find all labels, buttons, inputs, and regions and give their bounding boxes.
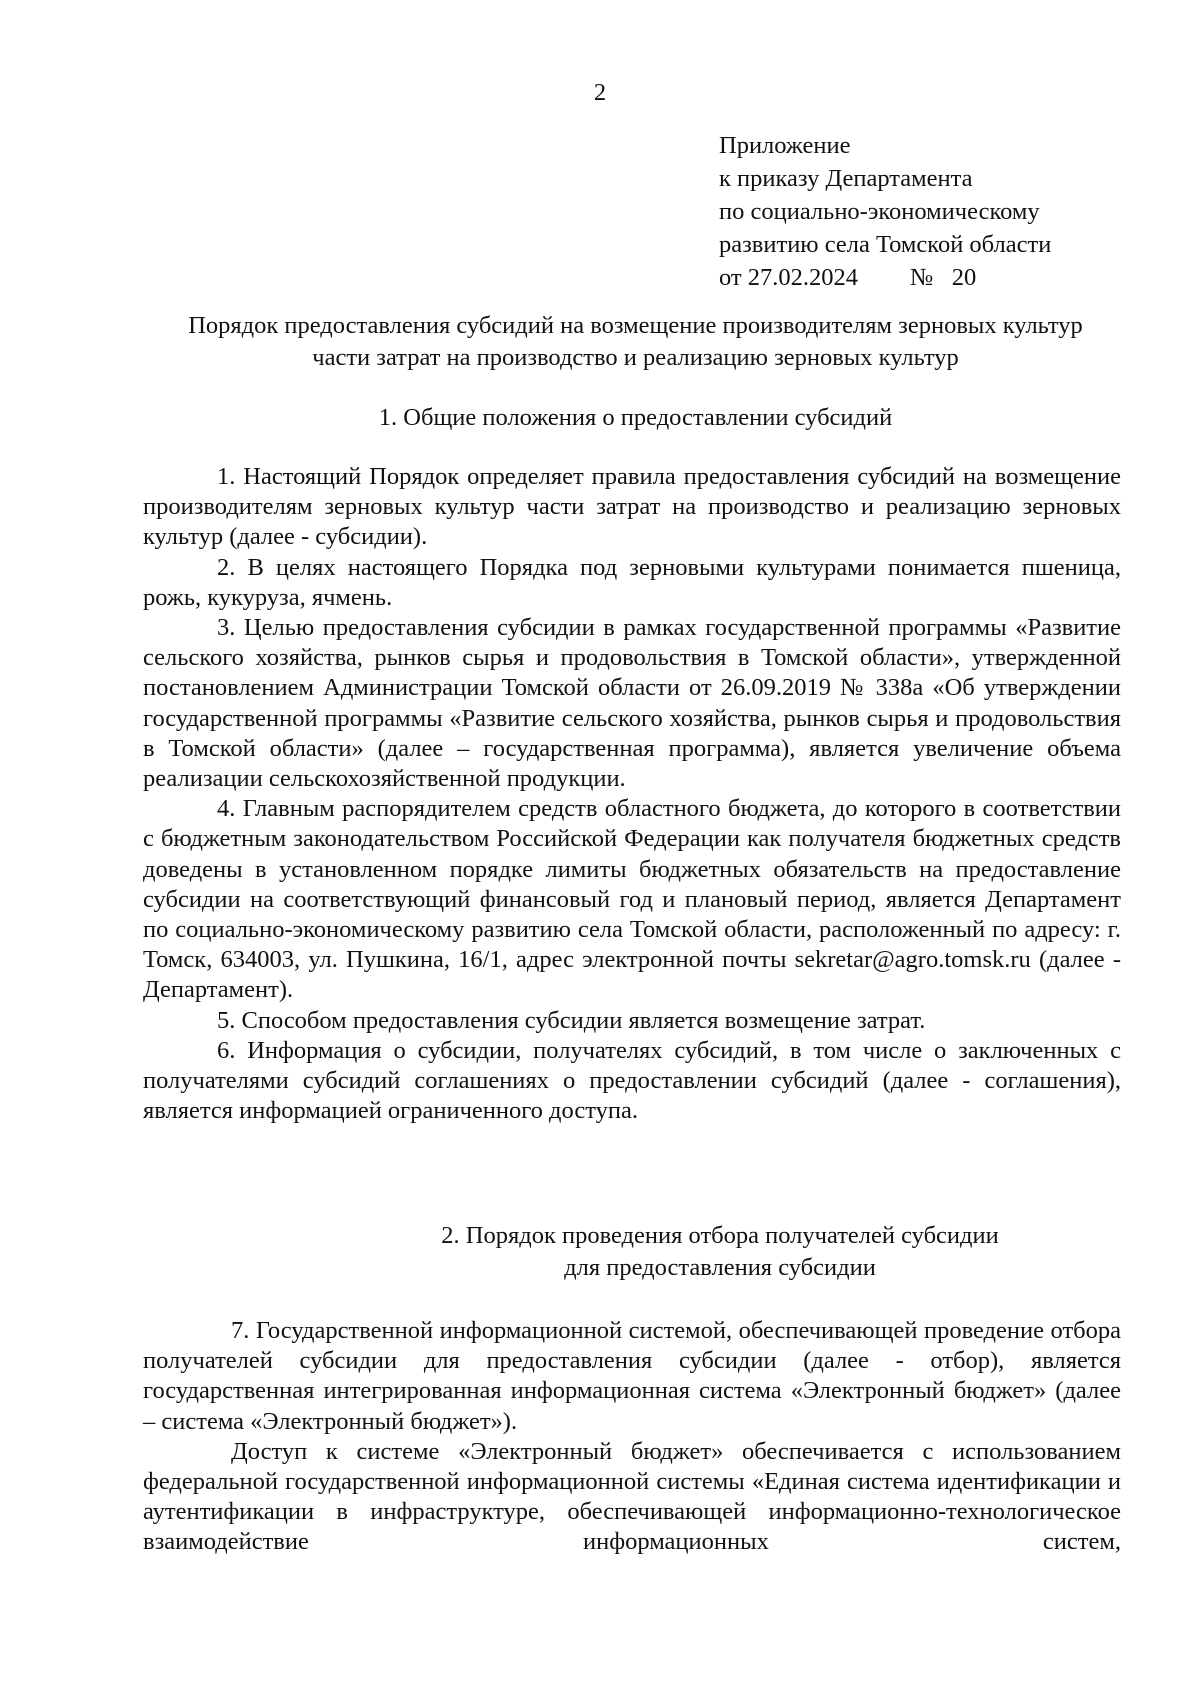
paragraph: 2. В целях настоящего Порядка под зерновыми культурами понимается пшеница, рожь, кукуруза, ячмень.: [143, 553, 1121, 611]
appendix-block: [719, 129, 1139, 294]
section-1-body: [143, 462, 1121, 1126]
section-2-heading: [260, 1220, 1180, 1284]
order-date: 27.02.2024: [747, 264, 859, 291]
date-prefix: от: [719, 264, 742, 291]
appendix-line: по социально-экономическому: [719, 198, 1040, 225]
heading-line: для предоставления субсидии: [564, 1254, 876, 1281]
paragraph: 3. Целью предоставления субсидии в рамках государственной программы «Развитие сельского хозяйства, рынков сырья и продовольствия в Томской области», утвержденной постановлением Администрации Томской области от 26.09.2019 № 338а «Об утверждении государственной программы «Развитие сельского хозяйства, рынков сырья и продовольствия в Томской области» (далее – государственная программа), является увеличение объема реализации сельскохозяйственной продукции.: [143, 614, 1121, 793]
paragraph: 4. Главным распорядителем средств областного бюджета, до которого в соответствии с бюджетным законодательством Российской Федерации как получателя бюджетных средств доведены в установленном порядке лимиты бюджетных обязательств на предоставление субсидии на соответствующий финансовый год и плановый период, является Департамент по социально-экономическому развитию села Томской области, расположенный по адресу: г. Томск, 634003, ул. Пушкина, 16/1, адрес электронной почты sekretar@agro.tomsk.ru (далее - Департамент).: [143, 795, 1121, 1004]
paragraph: 7. Государственной информационной системой, обеспечивающей проведение отбора получателей субсидии для предоставления субсидии (далее - отбор), является государственная интегрированная информационная система «Электронный бюджет» (далее – система «Электронный бюджет»).: [143, 1317, 1121, 1435]
paragraph: 6. Информация о субсидии, получателях субсидий, в том числе о заключенных с получателями субсидий соглашениях о предоставлении субсидий (далее - соглашения), является информацией ограниченного доступа.: [143, 1036, 1121, 1125]
document-title: [143, 310, 1128, 374]
title-line: части затрат на производство и реализацию зерновых культур: [312, 344, 959, 371]
paragraph: 5. Способом предоставления субсидии является возмещение затрат.: [217, 1006, 926, 1034]
heading-line: 2. Порядок проведения отбора получателей субсидии: [441, 1222, 999, 1249]
order-number: 20: [951, 264, 977, 291]
appendix-line: Приложение: [719, 132, 851, 159]
appendix-line: развитию села Томской области: [719, 231, 1052, 258]
title-line: Порядок предоставления субсидий на возмещение производителям зерновых культур: [188, 312, 1083, 339]
section-2-body: [143, 1316, 1121, 1558]
page-number: 2: [593, 79, 607, 106]
appendix-line: к приказу Департамента: [719, 165, 973, 192]
appendix-date-line: [719, 261, 1139, 294]
number-sign: №: [910, 264, 934, 291]
section-1-heading: 1. Общие положения о предоставлении субсидий: [378, 404, 893, 431]
paragraph: 1. Настоящий Порядок определяет правила предоставления субсидий на возмещение производителям зерновых культур части затрат на производство и реализацию зерновых культур (далее - субсидии).: [143, 463, 1121, 551]
paragraph: Доступ к системе «Электронный бюджет» обеспечивается с использованием федеральной государственной информационной системы «Единая система идентификации и аутентификации в инфраструктуре, обеспечивающей информационно-технологическое взаимодействие информационных систем,: [143, 1437, 1121, 1556]
